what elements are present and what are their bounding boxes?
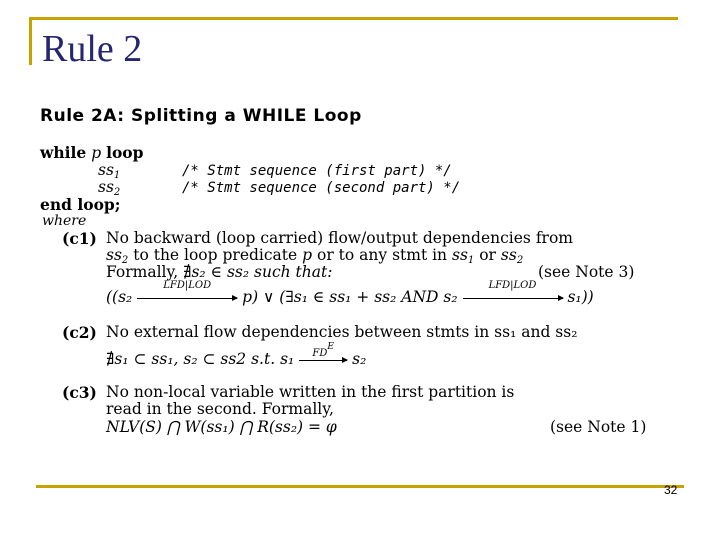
frame-left-border	[29, 17, 32, 65]
c2-arrow: $FD^E$	[299, 352, 347, 368]
c1-line1: No backward (loop carried) flow/output dependencies from	[106, 229, 573, 247]
code-ss2-comment: /* Stmt sequence (second part) */	[182, 180, 461, 196]
frame-bottom-border	[36, 485, 684, 488]
c3-line1: No non-local variable written in the first partition is	[106, 383, 515, 401]
code-end-loop: end loop;	[40, 195, 121, 214]
code-ss1: $ss_1$	[98, 161, 121, 181]
c3-formula: NLV(S) ⋂ W(ss₁) ⋂ R(ss₂) = φ	[106, 418, 337, 436]
c3-note: (see Note 1)	[550, 418, 647, 436]
c1-label: (c1)	[62, 229, 97, 248]
c2-line1: No external flow dependencies between stmts in ss₁ and ss₂	[106, 323, 578, 341]
while-keyword: while	[40, 143, 87, 162]
c2-label: (c2)	[62, 323, 97, 342]
c3-label: (c3)	[62, 383, 97, 402]
code-while-line	[40, 145, 143, 162]
predicate: p	[91, 144, 102, 162]
c1-note: (see Note 3)	[538, 263, 635, 281]
rule-figure	[40, 104, 680, 444]
frame-top-border	[29, 17, 678, 20]
where-label: where	[42, 213, 87, 229]
page-number: 32	[664, 483, 678, 497]
slide-title: Rule 2	[42, 28, 143, 70]
c2-formula: ∄s₁ ⊂ ss₁, s₂ ⊂ ss2 s.t. s₁ $FD^E$ s₂	[106, 342, 367, 368]
c1-formally: Formally, ∄s₂ ∈ ss₂ such that:	[106, 263, 333, 281]
c1-line2: $ss_2$ to the loop predicate p or to any stmt in $ss_1$ or $ss_2$	[106, 246, 524, 266]
loop-keyword: loop	[106, 143, 144, 162]
c1-arrow-1: LFD|LOD	[137, 290, 237, 306]
c1-formula: ((s₂ LFD|LOD p) ∨ (∃s₁ ∈ ss₁ + ss₂ AND s₂ LFD|LOD s₁))	[106, 280, 594, 306]
code-ss2: $ss_2$	[98, 178, 121, 198]
code-ss1-comment: /* Stmt sequence (first part) */	[182, 163, 452, 179]
rule-heading: Rule 2A: Splitting a WHILE Loop	[40, 106, 362, 126]
c3-line2: read in the second. Formally,	[106, 400, 334, 418]
c1-arrow-2: LFD|LOD	[463, 290, 563, 306]
